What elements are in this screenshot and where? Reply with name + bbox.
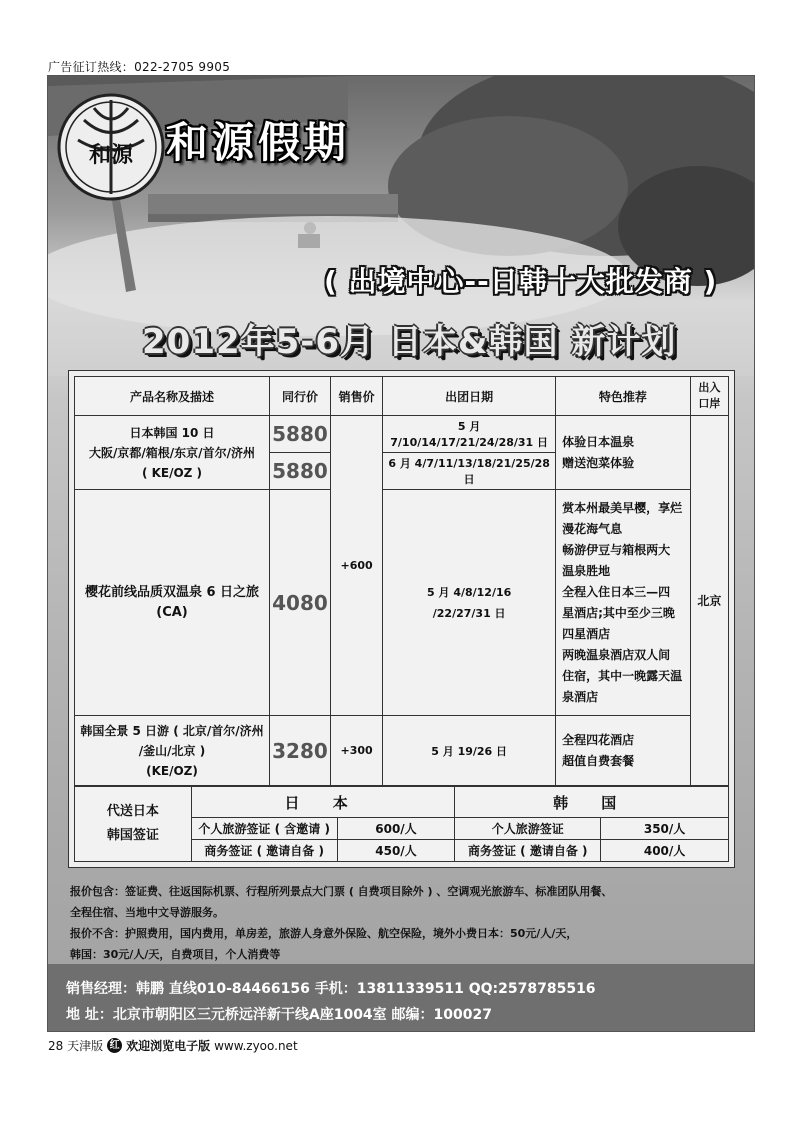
product-route: /釜山/北京 ) (138, 743, 206, 758)
departure-dates: 5 月 19/26 日 (383, 716, 556, 786)
website-link[interactable]: www.zyoo.net (214, 1038, 298, 1053)
product-table (74, 376, 729, 786)
table-row (75, 716, 729, 786)
page-footer (48, 1037, 298, 1054)
features-cell (556, 416, 691, 490)
ad-hotline: 广告征订热线：022-2705 9905 (48, 60, 231, 74)
header-departure: 出团日期 (383, 377, 556, 416)
product-route: 大阪/京都/箱根/东京/首尔/济州 (89, 445, 255, 460)
feature-line: 星酒店;其中至少三晚 (562, 605, 675, 620)
port-cell: 北京 (690, 416, 728, 786)
feature-line: 超值自费套餐 (562, 753, 635, 768)
note-line: 报价不含：护照费用，国内费用，单房差，旅游人身意外保险、航空保险，境外小费日本：50元/人/天， (70, 927, 578, 940)
visa-price: 600/人 (337, 818, 455, 840)
product-airline: (CA) (156, 604, 188, 620)
header-retail-price: 销售价 (330, 377, 382, 416)
feature-line: 住宿，其中一晚露天温 (562, 668, 683, 683)
welcome-text: 欢迎浏览电子版 (126, 1039, 211, 1053)
product-name-cell (75, 416, 270, 490)
table-header-row (75, 377, 729, 416)
product-name: 樱花前线品质双温泉 6 日之旅 (84, 584, 260, 600)
retail-markup: +300 (330, 716, 382, 786)
visa-type: 个人旅游签证 (455, 818, 601, 840)
visa-country-japan: 日 本 (191, 787, 455, 818)
sales-contact: 销售经理：韩鹏 直线010-84466156 手机：13811339511 QQ:2578785516 (66, 981, 596, 997)
table-row (75, 416, 729, 453)
trade-price: 5880 (269, 416, 330, 453)
feature-line: 赠送泡菜体验 (562, 455, 635, 470)
trade-price: 5880 (269, 453, 330, 490)
product-airline: ( KE/OZ ) (141, 465, 203, 480)
product-name: 韩国全景 5 日游 ( 北京/首尔/济州 (80, 723, 264, 738)
departure-dates: 5 月 4/8/12/16 (427, 585, 512, 599)
visa-price: 400/人 (601, 840, 729, 862)
feature-line: 全程入住日本三—四 (562, 584, 671, 599)
header-product: 产品名称及描述 (75, 377, 270, 416)
departure-dates: 6 月 4/7/11/13/18/21/25/28 日 (383, 453, 556, 490)
table-row (75, 490, 729, 716)
visa-header-row (75, 787, 729, 818)
logo (54, 90, 168, 204)
features-cell (556, 490, 691, 716)
feature-line: 赏本州最美早樱，享烂 (562, 500, 683, 515)
visa-type: 商务签证 ( 邀请自备 ) (455, 840, 601, 862)
feature-line: 泉酒店 (562, 689, 599, 704)
feature-line: 体验日本温泉 (562, 434, 635, 449)
note-line: 报价包含：签证费、往返国际机票、行程所列景点大门票 ( 自费项目除外 ) 、空调观光旅游车、标准团队用餐、 (70, 885, 613, 898)
trade-price: 4080 (269, 490, 330, 716)
product-table-panel (68, 370, 735, 868)
header-port-text: 出入口岸 (698, 381, 721, 410)
visa-table (74, 786, 729, 862)
note-line: 韩国：30元/人/天，自费项目，个人消费等 (70, 948, 281, 961)
header-trade-price: 同行价 (269, 377, 330, 416)
retail-markup: +600 (330, 416, 382, 716)
plan-title: 2012年5-6月 日本&韩国 新计划 (142, 322, 677, 362)
feature-line: 畅游伊豆与箱根两大 (562, 542, 671, 557)
feature-line: 温泉胜地 (562, 563, 611, 578)
visa-price: 450/人 (337, 840, 455, 862)
visa-type: 商务签证 ( 邀请自备 ) (191, 840, 337, 862)
header-features: 特色推荐 (556, 377, 691, 416)
product-name-cell (75, 716, 270, 786)
features-cell (556, 716, 691, 786)
feature-line: 漫花海气息 (562, 521, 623, 536)
departure-dates: /22/27/31 日 (432, 606, 506, 620)
trade-price: 3280 (269, 716, 330, 786)
feature-line: 全程四花酒店 (562, 732, 635, 747)
page-number: 28 天津版 (48, 1039, 104, 1053)
office-address: 地 址：北京市朝阳区三元桥远洋新干线A座1004室 邮编：100027 (66, 1007, 492, 1023)
note-line: 全程住宿、当地中文导游服务。 (70, 906, 224, 919)
product-airline: (KE/OZ) (146, 763, 198, 778)
visa-price: 350/人 (601, 818, 729, 840)
visa-country-korea: 韩 国 (455, 787, 729, 818)
header-port (690, 377, 728, 416)
product-name-cell (75, 490, 270, 716)
visa-type: 个人旅游签证 ( 含邀请 ) (191, 818, 337, 840)
svg-text:和源: 和源 (88, 142, 134, 168)
brand-title: 和源假期 (166, 118, 351, 167)
feature-line: 四星酒店 (562, 626, 611, 641)
visa-title: 代送日本 (106, 804, 159, 819)
departure-dates-cell (383, 490, 556, 716)
price-notes (70, 881, 740, 965)
tagline: ( 出境中心--日韩十大批发商 ) (324, 265, 718, 298)
departure-dates: 5 月 7/10/14/17/21/24/28/31 日 (383, 416, 556, 453)
advertisement (47, 75, 755, 1032)
visa-title: 韩国签证 (106, 828, 159, 843)
contact-bar (48, 964, 754, 1031)
product-name: 日本韩国 10 日 (129, 425, 215, 440)
edition-badge-icon: 红 (107, 1038, 122, 1053)
feature-line: 两晚温泉酒店双人间 (562, 647, 671, 662)
visa-title-cell (75, 787, 192, 862)
